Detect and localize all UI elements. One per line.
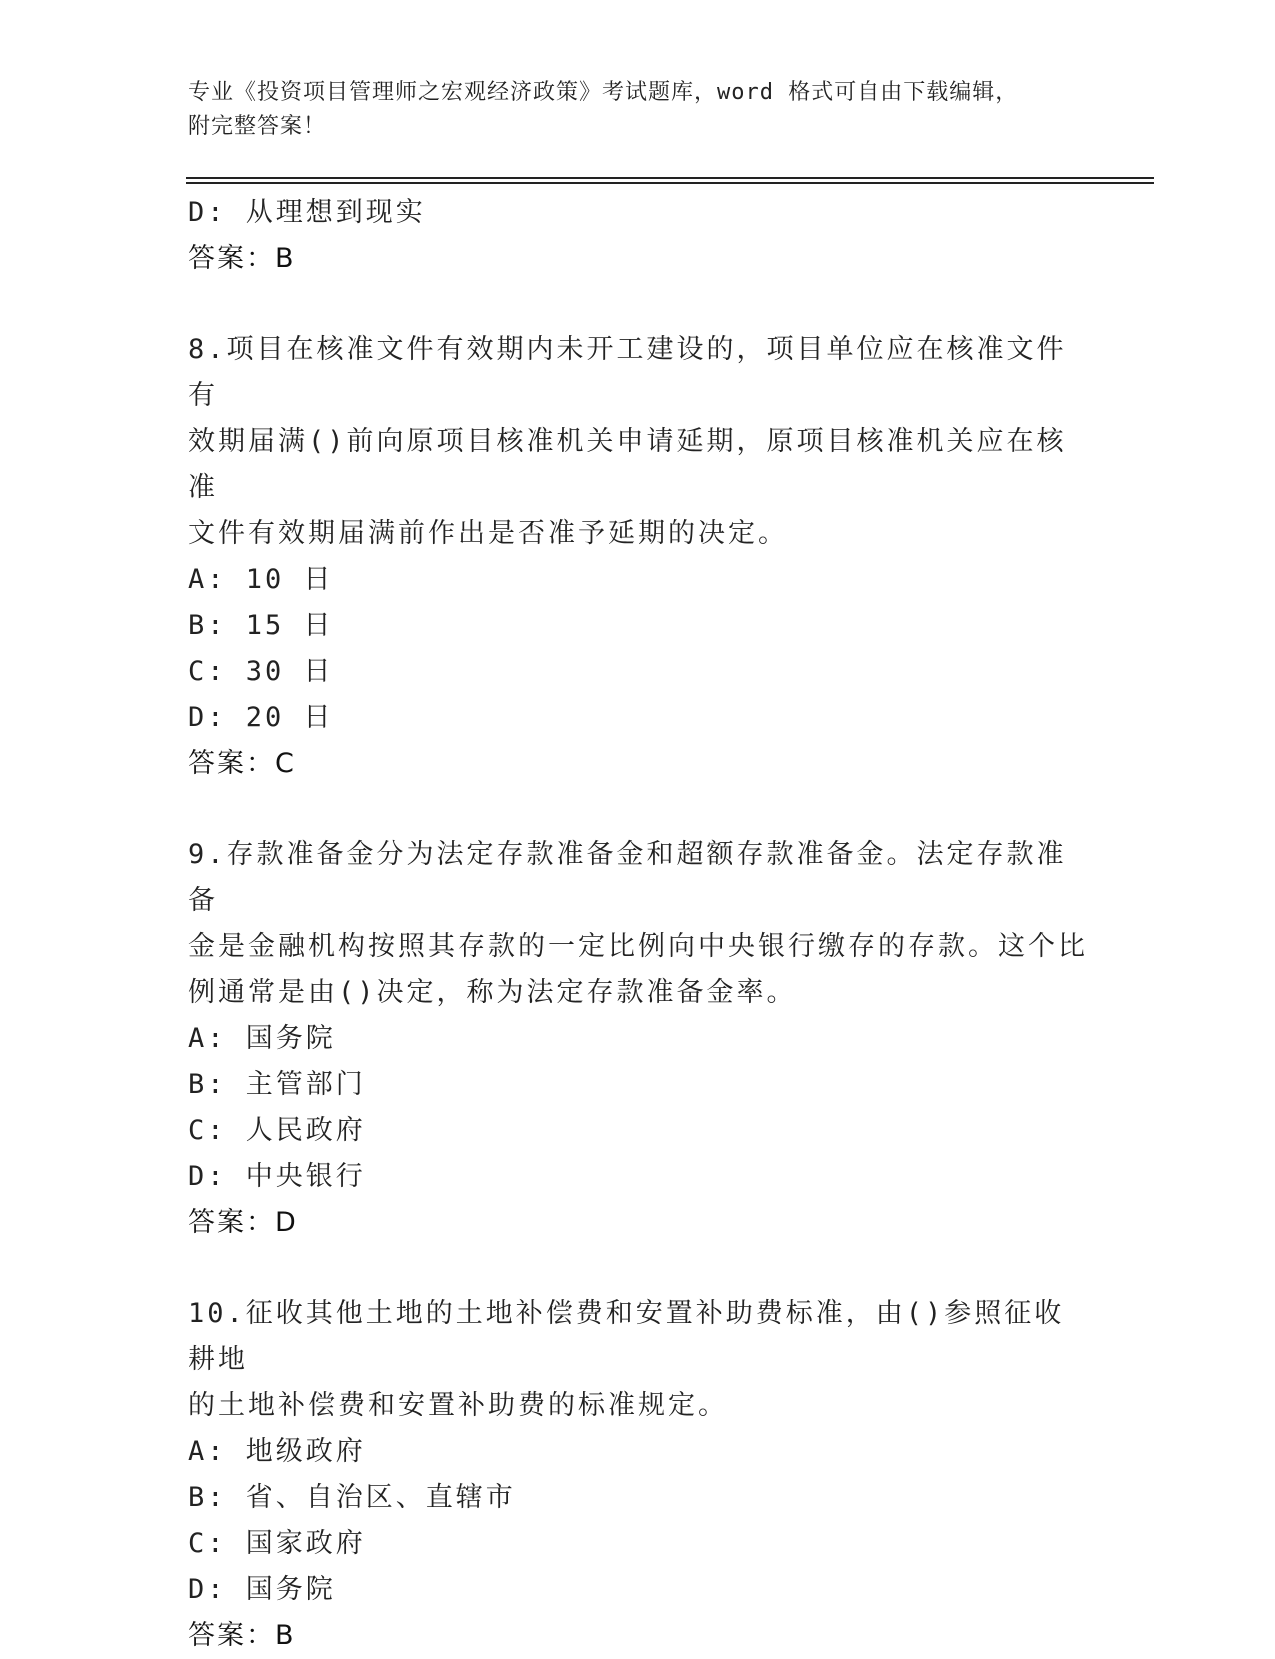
option-b: B: 省、自治区、直辖市 <box>188 1482 516 1513</box>
option-c: C: 人民政府 <box>188 1115 366 1146</box>
document-header <box>188 76 1068 144</box>
option-d: D: 从理想到现实 <box>188 197 426 228</box>
question-stem-line: 8.项目在核准文件有效期内未开工建设的，项目单位应在核准文件有 <box>188 334 1067 411</box>
option-b: B: 15 日 <box>188 610 334 641</box>
option-c: C: 30 日 <box>188 656 334 687</box>
option-b: B: 主管部门 <box>188 1069 366 1100</box>
header-rule-bottom <box>186 182 1154 184</box>
spacer <box>188 787 1088 832</box>
question-stem-line: 文件有效期届满前作出是否准予延期的决定。 <box>188 518 788 549</box>
option-a: A: 地级政府 <box>188 1436 366 1467</box>
option-d: D: 中央银行 <box>188 1161 366 1192</box>
question-stem-line: 的土地补偿费和安置补助费的标准规定。 <box>188 1390 728 1421</box>
question-stem-line: 9.存款准备金分为法定存款准备金和超额存款准备金。法定存款准备 <box>188 839 1067 916</box>
document-body <box>188 190 1088 1659</box>
answer-line: 答案：B <box>188 243 296 274</box>
question-8 <box>188 327 1088 787</box>
header-line-1: 专业《投资项目管理师之宏观经济政策》考试题库，word 格式可自由下载编辑， <box>188 80 1019 105</box>
question-stem-line: 金是金融机构按照其存款的一定比例向中央银行缴存的存款。这个比 <box>188 931 1088 962</box>
header-line-2: 附完整答案！ <box>188 114 327 139</box>
option-d: D: 20 日 <box>188 702 334 733</box>
option-a: A: 10 日 <box>188 564 334 595</box>
answer-line: 答案：B <box>188 1620 296 1651</box>
previous-question-tail <box>188 190 1088 282</box>
header-rule-top <box>186 177 1154 179</box>
question-stem-line: 例通常是由()决定，称为法定存款准备金率。 <box>188 977 797 1008</box>
option-c: C: 国家政府 <box>188 1528 366 1559</box>
option-d: D: 国务院 <box>188 1574 336 1605</box>
question-9 <box>188 832 1088 1246</box>
answer-line: 答案：D <box>188 1207 298 1238</box>
spacer <box>188 282 1088 327</box>
question-stem-line: 效期届满()前向原项目核准机关申请延期，原项目核准机关应在核准 <box>188 426 1067 503</box>
question-10 <box>188 1291 1088 1659</box>
spacer <box>188 1246 1088 1291</box>
question-stem-line: 10.征收其他土地的土地补偿费和安置补助费标准，由()参照征收耕地 <box>188 1298 1065 1375</box>
answer-line: 答案：C <box>188 748 296 779</box>
option-a: A: 国务院 <box>188 1023 336 1054</box>
